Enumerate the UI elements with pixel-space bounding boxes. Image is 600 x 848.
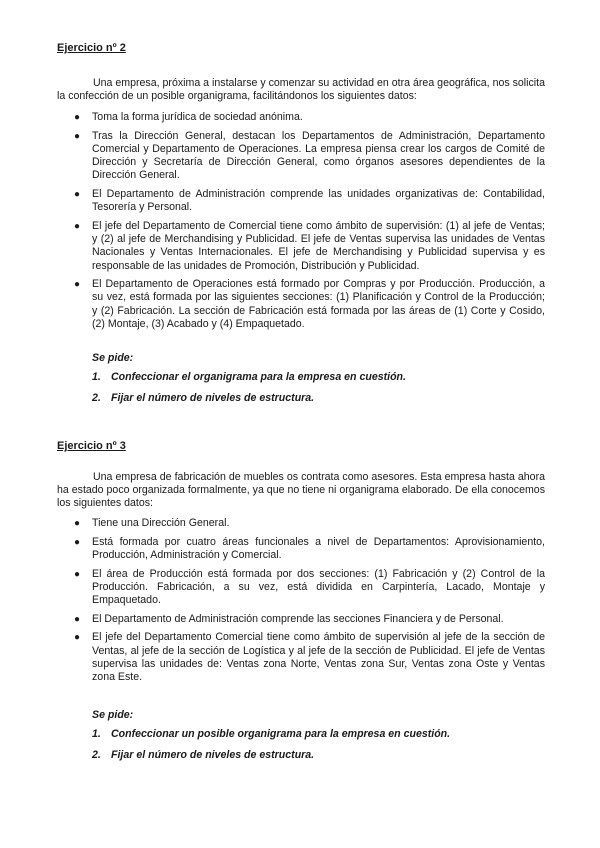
exercise-3-task-list [92, 728, 532, 770]
exercise-3-bullet-list [57, 517, 545, 690]
bullet-icon: ● [74, 130, 81, 142]
list-item: ● Tras la Dirección General, destacan los Departamentos de Administración, Departamento Comercial y Departamento de Operaciones. La empresa piensa crear los cargos de Comité de Dirección y Secretaría de Dirección General, como órganos asesores dependientes de la Dirección General. [74, 129, 545, 182]
bullet-icon: ● [74, 613, 81, 625]
bullet-icon: ● [74, 568, 81, 580]
bullet-icon: ● [74, 220, 81, 232]
task-item: 2. Fijar el número de niveles de estructura. [92, 749, 315, 762]
exercise-2-se-pide: Se pide: [92, 352, 134, 364]
bullet-icon: ● [74, 112, 81, 123]
bullet-icon: ● [74, 632, 81, 644]
list-item: ● Toma la forma jurídica de sociedad anónima. [74, 111, 303, 123]
bullet-icon: ● [74, 518, 81, 529]
list-item: ● El Departamento de Administración comprende las secciones Financiera y de Personal. [74, 612, 504, 625]
bullet-icon: ● [74, 189, 81, 201]
list-item: ● Está formada por cuatro áreas funcionales a nivel de Departamentos: Aprovisionamiento, Producción, Administración y Comercial. [74, 535, 545, 561]
exercise-2-title: Ejercicio nº 2 [57, 42, 126, 54]
exercise-3-title: Ejercicio nº 3 [57, 440, 126, 452]
bullet-icon: ● [74, 279, 81, 291]
list-item: ● El jefe del Departamento de Comercial tiene como ámbito de supervisión: (1) al jefe de Ventas; y (2) al jefe de Merchandising y Publicidad. El jefe de Ventas supervisa las unidades de Ventas Nacionales y Ventas Internacionales. El jefe de Merchandising y Publicidad supervisa y es responsable de las unidades de Promoción, Distribución y Publicidad. [74, 219, 545, 272]
task-item: 2. Fijar el número de niveles de estructura. [92, 392, 315, 405]
exercise-2-intro: Una empresa, próxima a instalarse y comenzar su actividad en otra área geográfica, nos solicita la confección de un posible organigrama, facilitándonos los siguientes datos: [57, 77, 545, 103]
list-item: ● El Departamento de Administración comprende las unidades organizativas de: Contabilidad, Tesorería y Personal. [74, 188, 545, 214]
exercise-2-task-list [92, 371, 532, 413]
list-item: ● Tiene una Dirección General. [74, 517, 230, 529]
exercise-2-bullet-list [57, 111, 545, 337]
task-item: 1. Confeccionar el organigrama para la empresa en cuestión. [92, 371, 406, 383]
list-item: ● El jefe del Departamento Comercial tiene como ámbito de supervisión al jefe de la sección de Ventas, al jefe de la sección de Logística y al jefe de la sección de Publicidad. El jefe de Ventas supervisa las unidades de: Ventas zona Norte, Ventas zona Sur, Ventas zona Oste y Ventas zona Este. [74, 631, 545, 684]
task-item: 1. Confeccionar un posible organigrama para la empresa en cuestión. [92, 728, 451, 740]
exercise-3-intro: Una empresa de fabricación de muebles os contrata como asesores. Esta empresa hasta ahora ha estado poco organizada formalmente, ya que no tiene ni organigrama elaborado. De ella conocemos los siguientes datos: [57, 471, 545, 510]
bullet-icon: ● [74, 536, 81, 548]
exercise-3-se-pide: Se pide: [92, 709, 134, 721]
list-item: ● El Departamento de Operaciones está formado por Compras y por Producción. Producción, a su vez, está formada por las siguientes secciones: (1) Planificación y Control de la Producción; y (2) Fabricación. La sección de Fabricación está formada por las áreas de (1) Corte y Cosido, (2) Montaje, (3) Acabado y (4) Empaquetado. [74, 278, 545, 330]
list-item: ● El área de Producción está formada por dos secciones: (1) Fabricación y (2) Control de la Producción. Fabricación, a su vez, está dividida en Carpintería, Lacado, Montaje y Empaquetado. [74, 567, 545, 607]
